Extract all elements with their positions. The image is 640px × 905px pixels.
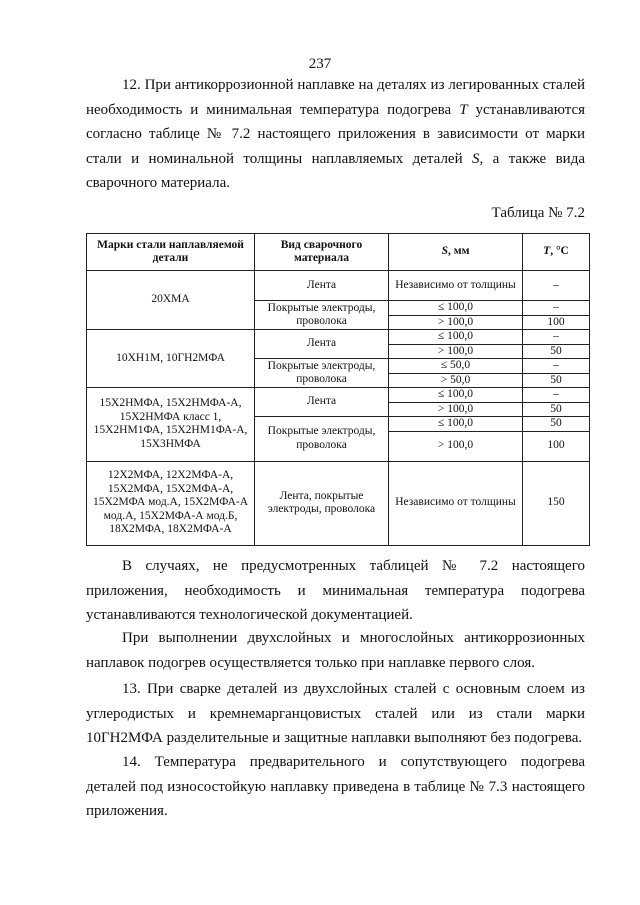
temperature-cell: – [523, 271, 590, 301]
table-row [87, 388, 590, 403]
steel-grade-cell: 15Х2НМФА, 15Х2НМФА-А, 15Х2НМФА класс 1, 15Х2НМ1ФА, 15Х2НМ1ФА-А, 15Х3НМФА [87, 388, 255, 462]
page-number: 237 [308, 56, 332, 72]
header-temperature: T, °С [523, 234, 590, 271]
temperature-cell: 150 [523, 461, 590, 545]
preheat-table [86, 233, 590, 546]
thickness-cell: ≤ 100,0 [389, 301, 523, 316]
thickness-cell: ≤ 100,0 [389, 388, 523, 403]
paragraph-note-1: В случаях, не предусмотренных таблицей № 7.2 настоящего приложения, необходимость и минимальная температура подогрева устанавливаются технологической документацией. [86, 558, 585, 623]
variable-s: S [472, 150, 480, 167]
paragraph-12-part-c: , а также вида сварочного материала. [86, 150, 585, 191]
table-caption: Таблица № 7.2 [491, 205, 585, 221]
paragraph-12-part-b: устанавливаются согласно таблице № 7.2 настоящего приложения в зависимости от марки стали и номинальной толщины наплавляемых деталей [86, 101, 585, 167]
thickness-cell: ≤ 100,0 [389, 330, 523, 345]
header-welding-material: Вид сварочного материала [255, 234, 389, 271]
material-cell: Покрытые электроды, проволока [255, 417, 389, 462]
temperature-cell: 50 [523, 402, 590, 417]
table-row [87, 330, 590, 345]
steel-grade-cell: 20ХМА [87, 271, 255, 330]
material-cell: Лента, покрытые электроды, проволока [255, 461, 389, 545]
table-header-row [87, 234, 590, 271]
thickness-cell: > 100,0 [389, 315, 523, 330]
thickness-cell: ≤ 50,0 [389, 359, 523, 374]
material-cell: Покрытые электроды, проволока [255, 301, 389, 330]
thickness-cell: > 100,0 [389, 344, 523, 359]
material-cell: Лента [255, 330, 389, 359]
table-row [87, 461, 590, 545]
paragraph-12 [86, 73, 585, 196]
temperature-cell: – [523, 330, 590, 345]
material-cell: Лента [255, 271, 389, 301]
header-thickness: S, мм [389, 234, 523, 271]
thickness-cell: > 100,0 [389, 402, 523, 417]
temperature-cell: 100 [523, 315, 590, 330]
temperature-cell: 100 [523, 431, 590, 461]
header-steel-grade: Марки стали наплавляемой детали [87, 234, 255, 271]
variable-t: T [459, 101, 468, 118]
thickness-cell: Независимо от толщины [389, 271, 523, 301]
temperature-cell: – [523, 301, 590, 316]
thickness-cell: ≤ 100,0 [389, 417, 523, 432]
paragraph-13: 13. При сварке деталей из двухслойных сталей с основным слоем из углеродистых и кремнемарганцовистых сталей или из стали марки 10ГН2МФА разделительные и защитные наплавки выполняют без подогрева. [86, 681, 585, 746]
temperature-cell: – [523, 388, 590, 403]
paragraph-12-part-a: 12. При антикоррозионной наплавке на деталях из легированных сталей необходимость и минимальная температура подогрева [86, 77, 585, 118]
paragraph-note-2: При выполнении двухслойных и многослойных антикоррозионных наплавок подогрев осуществляется только при наплавке первого слоя. [86, 630, 585, 671]
steel-grade-cell: 10ХН1М, 10ГН2МФА [87, 330, 255, 388]
material-cell: Лента [255, 388, 389, 417]
temperature-cell: – [523, 359, 590, 374]
temperature-cell: 50 [523, 344, 590, 359]
table-row [87, 271, 590, 301]
steel-grade-cell: 12Х2МФА, 12Х2МФА-А, 15Х2МФА, 15Х2МФА-А, 15Х2МФА мод.А, 15Х2МФА-А мод.А, 15Х2МФА-А мод.Б, 18Х2МФА, 18Х2МФА-А [87, 461, 255, 545]
thickness-cell: > 100,0 [389, 431, 523, 461]
thickness-cell: Независимо от толщины [389, 461, 523, 545]
temperature-cell: 50 [523, 373, 590, 388]
temperature-cell: 50 [523, 417, 590, 432]
material-cell: Покрытые электроды, проволока [255, 359, 389, 388]
paragraph-14: 14. Температура предварительного и сопутствующего подогрева деталей под износостойкую наплавку приведена в таблице № 7.3 настоящего приложения. [86, 754, 585, 819]
thickness-cell: > 50,0 [389, 373, 523, 388]
